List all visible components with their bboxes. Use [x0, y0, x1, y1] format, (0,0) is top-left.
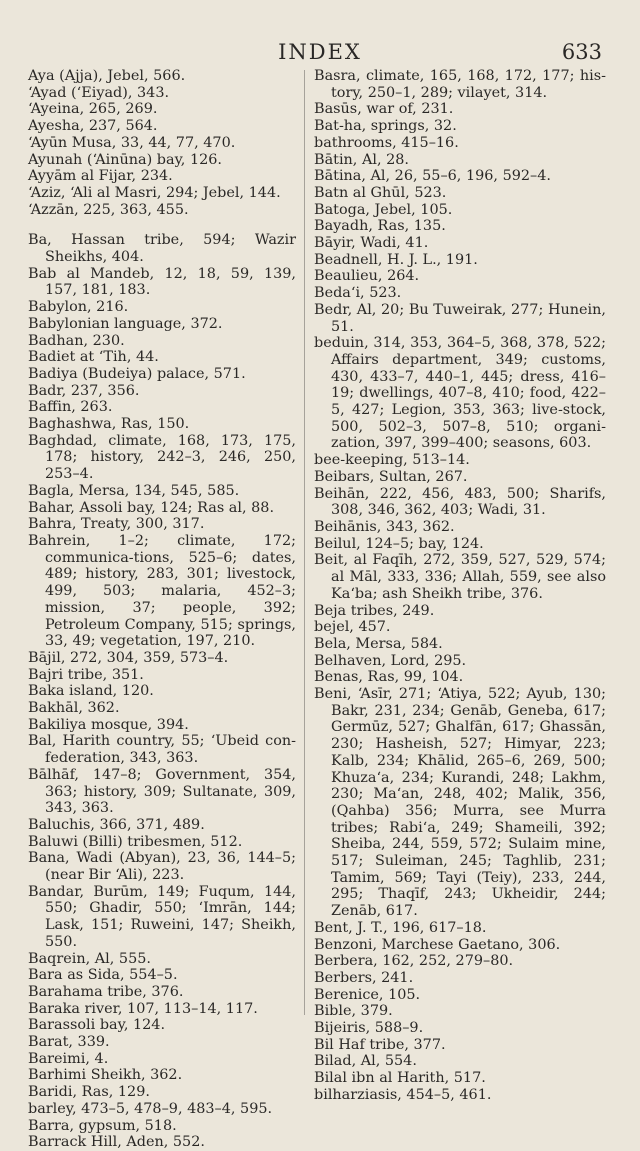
index-entry: Badhan, 230. — [28, 332, 125, 349]
page-header — [0, 40, 640, 64]
index-entry: Baraka river, 107, 113–14, 117. — [28, 1000, 258, 1017]
index-entry: Barat, 339. — [28, 1034, 110, 1051]
index-entry: Badiya (Budeiya) palace, 571. — [28, 365, 246, 382]
index-entry: Baghdad, climate, 168, 173, 175, 178; history, 242–3, 246, 250, 253–4. — [28, 432, 296, 483]
index-entry: Barrack Hill, Aden, 552. — [28, 1134, 205, 1151]
index-entry: Baluwi (Billi) tribesmen, 512. — [28, 833, 243, 850]
index-entry: bejel, 457. — [314, 619, 391, 636]
index-entry: Basra, climate, 165, 168, 172, 177; his-tory, 250–1, 289; vilayet, 314. — [314, 68, 606, 101]
index-entry: Beadnell, H. J. L., 191. — [314, 251, 478, 268]
section-gap — [28, 218, 296, 232]
index-entry: bathrooms, 415–16. — [314, 134, 459, 151]
index-column-right — [314, 68, 606, 1104]
page-title: INDEX — [278, 40, 362, 64]
index-entry: Ba, Hassan tribe, 594; Wazir Sheikhs, 404. — [28, 232, 296, 266]
index-entry: Bana, Wadi (Abyan), 23, 36, 144–5; (near Bir ‘Ali), 223. — [28, 850, 296, 884]
index-entry: Barahama tribe, 376. — [28, 983, 184, 1000]
index-entry: Beja tribes, 249. — [314, 602, 435, 619]
index-entry: Bil Haf tribe, 377. — [314, 1036, 446, 1053]
index-entry: Badiet at ‘Tih, 44. — [28, 349, 159, 366]
index-entry: Bedr, Al, 20; Bu Tuweirak, 277; Hunein, 51. — [314, 301, 606, 335]
index-entry: beduin, 314, 353, 364–5, 368, 378, 522; Affairs department, 349; customs, 430, 433–7, 440–1, 445; dress, 416–19; dwellings, 407–8, 410; food, 422–5, 427; Legion, 353, 363; live-stock, 500, 502–3, 507–8, 510; organi-zation, 397, 399–400; seasons, 603. — [314, 335, 606, 452]
index-entry: ‘Ayūn Musa, 33, 44, 77, 470. — [28, 134, 236, 151]
index-entry: Baghashwa, Ras, 150. — [28, 416, 190, 433]
index-entry: Bātin, Al, 28. — [314, 151, 409, 168]
index-entry: Bijeiris, 588–9. — [314, 1020, 424, 1037]
index-entry: Ayunah (‘Ainūna) bay, 126. — [28, 151, 222, 168]
index-entry: Berenice, 105. — [314, 986, 421, 1003]
index-entry: Ayesha, 237, 564. — [28, 118, 158, 135]
index-entry: Benas, Ras, 99, 104. — [314, 669, 464, 686]
index-entry: ‘Ayad (‘Eiyad), 343. — [28, 84, 170, 101]
index-entry: Beaulieu, 264. — [314, 268, 420, 285]
index-entry: Bela, Mersa, 584. — [314, 635, 443, 652]
index-entry: Babylonian language, 372. — [28, 315, 223, 332]
index-entry: Bahra, Treaty, 300, 317. — [28, 516, 205, 533]
index-entry: Badr, 237, 356. — [28, 382, 140, 399]
index-entry: barley, 473–5, 478–9, 483–4, 595. — [28, 1100, 273, 1117]
index-entry: Baffin, 263. — [28, 399, 113, 416]
index-entry: Beilul, 124–5; bay, 124. — [314, 535, 484, 552]
index-entry: ‘Azzān, 225, 363, 455. — [28, 201, 189, 218]
index-entry: Baqrein, Al, 555. — [28, 950, 151, 967]
index-entry: Bilad, Al, 554. — [314, 1053, 417, 1070]
index-entry: Basūs, war of, 231. — [314, 101, 454, 118]
index-entry: Bent, J. T., 196, 617–18. — [314, 919, 487, 936]
index-entry: Bat-ha, springs, 32. — [314, 118, 457, 135]
index-entry: Bareimi, 4. — [28, 1050, 109, 1067]
index-entry: Beda‘i, 523. — [314, 285, 402, 302]
index-entry: Beibars, Sultan, 267. — [314, 468, 468, 485]
index-entry: Babylon, 216. — [28, 299, 129, 316]
index-entry: Aya (Ajja), Jebel, 566. — [28, 68, 186, 84]
index-entry: Bible, 379. — [314, 1003, 393, 1020]
index-entry: ‘Aziz, ‘Ali al Masri, 294; Jebel, 144. — [28, 184, 281, 201]
index-entry: Bagla, Mersa, 134, 545, 585. — [28, 482, 240, 499]
index-entry: Batoga, Jebel, 105. — [314, 201, 453, 218]
index-entry: Barassoli bay, 124. — [28, 1017, 166, 1034]
index-entry: Beni, ‘Asīr, 271; ‘Atiya, 522; Ayub, 130; Bakr, 231, 234; Genāb, Geneba, 617; Germūz, 527; Ghalfān, 617; Ghassān, 230; Hasheish, 527; Himyar, 223; Kalb, 234; Khālid, 265–6, 269, 500; Khuza‘a, 234; Kurandi, 248; Lakhm, 230; Ma‘an, 248, 402; Malik, 356, (Qahba) 356; Murra, see Murra tribes; Rabi‘a, 249; Shameili, 392; Sheiba, 244, 559, 572; Sulaim mine, 517; Suleiman, 245; Taghlib, 231; Tamim, 569; Tayi (Teiy), 233, 244, 295; Thaqīf, 243; Ukheidir, 244; Zenāb, 617. — [314, 686, 606, 920]
column-divider — [304, 70, 305, 1015]
index-entry: Bahar, Assoli bay, 124; Ras al, 88. — [28, 499, 275, 516]
index-entry: Beihānis, 343, 362. — [314, 518, 455, 535]
index-entry: bilharziasis, 454–5, 461. — [314, 1086, 492, 1103]
index-entry: Bilal ibn al Harith, 517. — [314, 1070, 486, 1087]
index-entry: Ayyām al Fijar, 234. — [28, 168, 173, 185]
index-entry: Baluchis, 366, 371, 489. — [28, 816, 205, 833]
index-entry: Baridi, Ras, 129. — [28, 1084, 150, 1101]
index-entry: Bab al Mandeb, 12, 18, 59, 139, 157, 181, 183. — [28, 265, 296, 299]
index-entry: Bāyir, Wadi, 41. — [314, 235, 429, 252]
index-entry: Bakhāl, 362. — [28, 700, 120, 717]
index-entry: Bal, Harith country, 55; ‘Ubeid con-federation, 343, 363. — [28, 733, 296, 767]
index-entry: Bahrein, 1–2; climate, 172; communica-tions, 525–6; dates, 489; history, 283, 301; livestock, 499, 503; malaria, 452–3; mission, 37; people, 392; Petroleum Company, 515; springs, 33, 49; vegetation, 197, 210. — [28, 532, 296, 650]
index-entry: Bakiliya mosque, 394. — [28, 716, 189, 733]
index-entry: ‘Ayeina, 265, 269. — [28, 101, 158, 118]
index-entry: Barhimi Sheikh, 362. — [28, 1067, 183, 1084]
index-entry: Batn al Ghūl, 523. — [314, 184, 447, 201]
index-entry: Beit, al Faqīh, 272, 359, 527, 529, 574; al Māl, 333, 336; Allah, 559, see also Ka‘ba; ash Sheikh tribe, 376. — [314, 552, 606, 602]
index-entry: Bara as Sida, 554–5. — [28, 967, 178, 984]
index-entry: Bayadh, Ras, 135. — [314, 218, 446, 235]
index-column-left — [28, 68, 296, 1151]
index-entry: Berbers, 241. — [314, 969, 414, 986]
index-entry: Bandar, Burūm, 149; Fuqum, 144, 550; Ghadir, 550; ‘Imrān, 144; Lask, 151; Ruweini, 147; Sheikh, 550. — [28, 883, 296, 950]
index-entry: Baka island, 120. — [28, 683, 154, 700]
page-number: 633 — [561, 40, 602, 64]
index-entry: Bātina, Al, 26, 55–6, 196, 592–4. — [314, 168, 551, 185]
index-entry: Beihān, 222, 456, 483, 500; Sharifs, 308, 346, 362, 403; Wadi, 31. — [314, 485, 606, 519]
index-entry: Barra, gypsum, 518. — [28, 1117, 177, 1134]
index-entry: Bālhāf, 147–8; Government, 354, 363; history, 309; Sultanate, 309, 343, 363. — [28, 766, 296, 817]
index-entry: bee-keeping, 513–14. — [314, 452, 470, 469]
index-entry: Bajri tribe, 351. — [28, 666, 144, 683]
index-entry: Belhaven, Lord, 295. — [314, 652, 467, 669]
index-entry: Berbera, 162, 252, 279–80. — [314, 953, 514, 970]
index-entry: Bājil, 272, 304, 359, 573–4. — [28, 649, 229, 666]
index-entry: Benzoni, Marchese Gaetano, 306. — [314, 936, 561, 953]
